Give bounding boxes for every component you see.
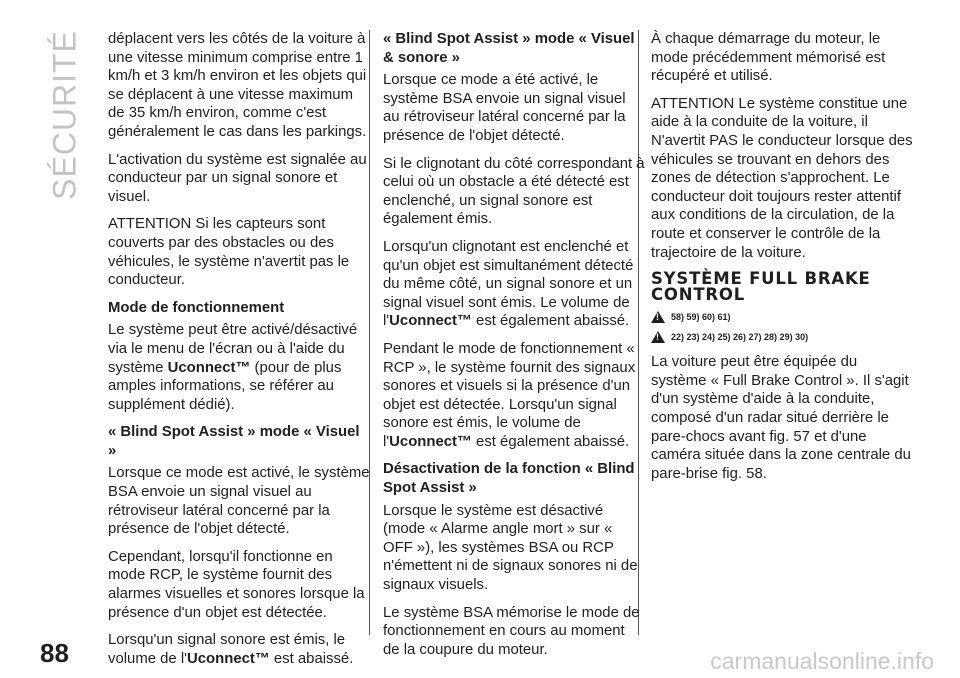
subheading: Désactivation de la fonction « Blind Spot Assist » — [383, 461, 635, 497]
paragraph: Lorsqu'un signal sonore est émis, le volume de l'Uconnect™ est abaissé. — [108, 632, 354, 667]
paragraph: déplacent vers les côtés de la voiture à une vitesse minimum comprise entre 1 km/h et 3 km/h environ et les objets qui se déplacent à une vitesse maximum de 35 km/h environ, comme c'est généralement le cas dans les parkings. — [108, 31, 367, 140]
paragraph: Le système BSA mémorise le mode de fonctionnement en cours au moment de la coupure du moteur. — [383, 604, 640, 658]
text-column-2 — [383, 30, 645, 668]
page-number: 88 — [40, 638, 69, 668]
paragraph: À chaque démarrage du moteur, le mode précédemment mémorisé est récupéré et utilisé. — [651, 31, 886, 85]
warning-refs: 58) 59) 60) 61) — [671, 311, 731, 322]
brand-name: Uconnect™ — [187, 650, 270, 667]
paragraph: Si le clignotant du côté correspondant à celui où un obstacle a été détecté est enclenché, un signal sonore est également émis. — [383, 155, 645, 228]
subheading: Mode de fonctionnement — [108, 299, 285, 316]
caution-reference-row — [651, 327, 913, 347]
paragraph: Lorsque ce mode a été activé, le système BSA envoie un signal visuel au rétroviseur latéral concerné par la présence de l'objet détecté. — [383, 72, 626, 144]
warning-paragraph: ATTENTION Le système constitue une aide à la conduite de la voiture, il N'avertit PAS le conducteur lorsque des véhicules se trouvant en dehors des zones de détection s'approchent. Le conducteur doit toujours rester attentif aux conditions de la circulation, de la route et conserver le contrôle de la trajectoire de la voiture. — [651, 95, 913, 261]
caution-refs: 22) 23) 24) 25) 26) 27) 28) 29) 30) — [671, 331, 809, 342]
paragraph: Lorsque le système est désactivé (mode « Alarme angle mort » sur « OFF »), les systèmes BSA ou RCP n'émettent ni de signaux sonores ni de signaux visuels. — [383, 502, 638, 594]
paragraph: Pendant le mode de fonctionnement « RCP », le système fournit des signaux sonores et visuels si la présence d'un objet est détectée. Lorsqu'un signal sonore est émis, le volume de l'Uconnect™ est également abaissé. — [383, 340, 636, 450]
chapter-side-title — [40, 30, 90, 200]
subheading: « Blind Spot Assist » mode « Visuel & sonore » — [383, 31, 635, 66]
brand-name: Uconnect™ — [389, 433, 472, 450]
text-column-3 — [651, 30, 913, 492]
brand-name: Uconnect™ — [389, 313, 472, 330]
paragraph: Le système peut être activé/désactivé via le menu de l'écran ou à l'aide du système Uconnect™ (pour de plus amples informations, se référer au supplément dédié). — [108, 322, 358, 413]
paragraph: Cependant, lorsqu'il fonctionne en mode RCP, le système fournit des alarmes visuelles et sonores lorsque la présence d'un objet est détectée. — [108, 548, 365, 621]
caution-triangle-icon — [651, 331, 665, 343]
paragraph: Lorsqu'un clignotant est enclenché et qu'un objet est simultanément détecté du même côté, un signal sonore et un signal visuel sont émis. Le volume de l'Uconnect™ est également abaissé. — [383, 238, 634, 330]
section-heading: SYSTÈME FULL BRAKE CONTROL — [651, 269, 871, 305]
paragraph: Lorsque ce mode est activé, le système BSA envoie un signal visuel au rétroviseur latéral concerné par la présence de l'objet détecté. — [108, 465, 370, 538]
site-watermark: carmanualsonline.info — [710, 648, 934, 674]
warning-triangle-icon — [651, 311, 665, 323]
paragraph: L'activation du système est signalée au conducteur par un signal sonore et visuel. — [108, 151, 367, 205]
warning-paragraph: ATTENTION Si les capteurs sont couverts par des obstacles ou des véhicules, le système n'avertit pas le conducteur. — [108, 216, 350, 289]
paragraph: La voiture peut être équipée du système « Full Brake Control ». Il s'agit d'un système d'aide à la conduite, composé d'un radar situé derrière le pare-chocs avant fig. 57 et d'une caméra située dans la zone centrale du pare-brise fig. 58. — [651, 354, 911, 482]
brand-name: Uconnect™ — [167, 359, 251, 376]
text-column-1 — [108, 30, 370, 677]
subheading: « Blind Spot Assist » mode « Visuel » — [108, 424, 360, 459]
warning-reference-row — [651, 307, 913, 327]
chapter-title-text: SÉCURITÉ — [46, 30, 83, 200]
